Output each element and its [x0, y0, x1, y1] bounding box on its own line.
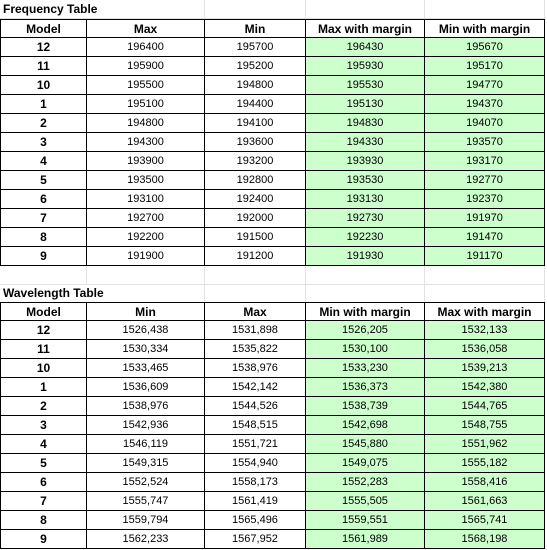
value-cell[interactable]: 194800 — [205, 76, 306, 95]
header-cell[interactable]: Model — [0, 19, 87, 38]
value-cell[interactable]: 1532,133 — [425, 321, 545, 340]
value-cell[interactable]: 1536,373 — [306, 378, 425, 397]
table-row — [0, 435, 547, 454]
value-cell[interactable]: 1559,551 — [306, 511, 425, 530]
table-row — [0, 190, 547, 209]
value-cell[interactable]: 1542,142 — [205, 378, 306, 397]
value-cell[interactable]: 194330 — [306, 133, 425, 152]
header-cell[interactable]: Model — [0, 302, 87, 321]
value-cell[interactable]: 192700 — [87, 209, 205, 228]
table-row — [0, 152, 547, 171]
table-row — [0, 530, 547, 549]
value-cell[interactable]: 1562,233 — [87, 530, 205, 549]
value-cell[interactable]: 195170 — [425, 57, 545, 76]
value-cell[interactable]: 194300 — [87, 133, 205, 152]
value-cell[interactable]: 195530 — [306, 76, 425, 95]
header-cell[interactable]: Max — [87, 19, 205, 38]
value-cell[interactable]: 1542,380 — [425, 378, 545, 397]
header-cell[interactable]: Min — [205, 19, 306, 38]
model-cell[interactable]: 3 — [0, 416, 87, 435]
value-cell[interactable]: 192730 — [306, 209, 425, 228]
value-cell[interactable]: 194770 — [425, 76, 545, 95]
header-cell[interactable]: Min with margin — [306, 302, 425, 321]
value-cell[interactable]: 1530,100 — [306, 340, 425, 359]
value-cell[interactable]: 193570 — [425, 133, 545, 152]
value-cell[interactable]: 1565,741 — [425, 511, 545, 530]
value-cell[interactable]: 195670 — [425, 38, 545, 57]
empty-cell[interactable] — [306, 266, 425, 285]
value-cell[interactable]: 1533,465 — [87, 359, 205, 378]
model-cell[interactable]: 8 — [0, 511, 87, 530]
table-row — [0, 247, 547, 266]
value-cell[interactable]: 1567,952 — [205, 530, 306, 549]
value-cell[interactable]: 191930 — [306, 247, 425, 266]
model-cell[interactable]: 7 — [0, 492, 87, 511]
value-cell[interactable]: 1542,698 — [306, 416, 425, 435]
value-cell[interactable]: 1565,496 — [205, 511, 306, 530]
table-row — [0, 321, 547, 340]
value-cell[interactable]: 194800 — [87, 114, 205, 133]
header-cell[interactable]: Max with margin — [306, 19, 425, 38]
value-cell[interactable]: 1555,182 — [425, 454, 545, 473]
value-cell[interactable]: 1538,976 — [87, 397, 205, 416]
model-cell[interactable]: 2 — [0, 114, 87, 133]
empty-cell[interactable] — [425, 266, 545, 285]
model-cell[interactable]: 6 — [0, 190, 87, 209]
empty-cell[interactable] — [205, 0, 306, 19]
value-cell[interactable]: 1530,334 — [87, 340, 205, 359]
value-cell[interactable]: 194400 — [205, 95, 306, 114]
empty-cell[interactable] — [205, 266, 306, 285]
table-row — [0, 95, 547, 114]
table-row — [0, 76, 547, 95]
value-cell[interactable]: 1536,609 — [87, 378, 205, 397]
value-cell[interactable]: 1551,721 — [205, 435, 306, 454]
value-cell[interactable]: 191500 — [205, 228, 306, 247]
value-cell[interactable]: 1552,524 — [87, 473, 205, 492]
model-cell[interactable]: 6 — [0, 473, 87, 492]
value-cell[interactable]: 1545,880 — [306, 435, 425, 454]
value-cell[interactable]: 1538,976 — [205, 359, 306, 378]
value-cell[interactable]: 1549,315 — [87, 454, 205, 473]
value-cell[interactable]: 1544,526 — [205, 397, 306, 416]
value-cell[interactable]: 1551,962 — [425, 435, 545, 454]
value-cell[interactable]: 1554,940 — [205, 454, 306, 473]
header-cell[interactable]: Max with margin — [425, 302, 545, 321]
value-cell[interactable]: 196400 — [87, 38, 205, 57]
value-cell[interactable]: 1538,739 — [306, 397, 425, 416]
value-cell[interactable]: 194370 — [425, 95, 545, 114]
value-cell[interactable]: 1526,205 — [306, 321, 425, 340]
model-cell[interactable]: 11 — [0, 340, 87, 359]
model-cell[interactable]: 4 — [0, 435, 87, 454]
model-cell[interactable]: 10 — [0, 359, 87, 378]
model-cell[interactable]: 5 — [0, 171, 87, 190]
table-row — [0, 133, 547, 152]
value-cell[interactable]: 193500 — [87, 171, 205, 190]
wavelength-header-row — [0, 302, 547, 321]
value-cell[interactable]: 195930 — [306, 57, 425, 76]
model-cell[interactable]: 2 — [0, 397, 87, 416]
value-cell[interactable]: 193100 — [87, 190, 205, 209]
value-cell[interactable]: 195130 — [306, 95, 425, 114]
empty-cell[interactable] — [425, 0, 545, 19]
value-cell[interactable]: 195100 — [87, 95, 205, 114]
value-cell[interactable]: 195900 — [87, 57, 205, 76]
value-cell[interactable]: 191900 — [87, 247, 205, 266]
table-row — [0, 492, 547, 511]
table-row — [0, 209, 547, 228]
table-row — [0, 114, 547, 133]
value-cell[interactable]: 194070 — [425, 114, 545, 133]
value-cell[interactable]: 1544,765 — [425, 397, 545, 416]
value-cell[interactable]: 1548,755 — [425, 416, 545, 435]
frequency-table-title[interactable]: Frequency Table — [0, 0, 205, 19]
value-cell[interactable]: 1561,419 — [205, 492, 306, 511]
empty-cell[interactable] — [205, 284, 306, 303]
value-cell[interactable]: 1526,438 — [87, 321, 205, 340]
table-row — [0, 57, 547, 76]
value-cell[interactable]: 195500 — [87, 76, 205, 95]
value-cell[interactable]: 193900 — [87, 152, 205, 171]
value-cell[interactable]: 1559,794 — [87, 511, 205, 530]
value-cell[interactable]: 1558,173 — [205, 473, 306, 492]
value-cell[interactable]: 1561,989 — [306, 530, 425, 549]
value-cell[interactable]: 1561,663 — [425, 492, 545, 511]
model-cell[interactable]: 1 — [0, 95, 87, 114]
value-cell[interactable]: 193130 — [306, 190, 425, 209]
table-row — [0, 416, 547, 435]
table-row — [0, 359, 547, 378]
value-cell[interactable]: 1546,119 — [87, 435, 205, 454]
header-cell[interactable]: Max — [205, 302, 306, 321]
value-cell[interactable]: 192200 — [87, 228, 205, 247]
table-row — [0, 454, 547, 473]
value-cell[interactable]: 1555,747 — [87, 492, 205, 511]
model-cell[interactable]: 11 — [0, 57, 87, 76]
model-cell[interactable]: 9 — [0, 247, 87, 266]
model-cell[interactable]: 7 — [0, 209, 87, 228]
model-cell[interactable]: 5 — [0, 454, 87, 473]
value-cell[interactable]: 194830 — [306, 114, 425, 133]
frequency-title-row — [0, 0, 547, 19]
value-cell[interactable]: 1531,898 — [205, 321, 306, 340]
value-cell[interactable]: 195200 — [205, 57, 306, 76]
value-cell[interactable]: 193600 — [205, 133, 306, 152]
empty-cell[interactable] — [425, 284, 545, 303]
value-cell[interactable]: 193200 — [205, 152, 306, 171]
model-cell[interactable]: 1 — [0, 378, 87, 397]
value-cell[interactable]: 1549,075 — [306, 454, 425, 473]
value-cell[interactable]: 192400 — [205, 190, 306, 209]
value-cell[interactable]: 195700 — [205, 38, 306, 57]
wavelength-table-title[interactable]: Wavelength Table — [0, 284, 205, 303]
value-cell[interactable]: 1568,198 — [425, 530, 545, 549]
value-cell[interactable]: 1548,515 — [205, 416, 306, 435]
empty-cell[interactable] — [87, 266, 205, 285]
value-cell[interactable]: 1536,058 — [425, 340, 545, 359]
value-cell[interactable]: 191200 — [205, 247, 306, 266]
table-row — [0, 378, 547, 397]
value-cell[interactable]: 192230 — [306, 228, 425, 247]
model-cell[interactable]: 4 — [0, 152, 87, 171]
value-cell[interactable]: 193530 — [306, 171, 425, 190]
value-cell[interactable]: 1533,230 — [306, 359, 425, 378]
model-cell[interactable]: 8 — [0, 228, 87, 247]
table-row — [0, 397, 547, 416]
blank-row — [0, 266, 547, 285]
value-cell[interactable]: 194100 — [205, 114, 306, 133]
empty-cell[interactable] — [306, 284, 425, 303]
frequency-header-row — [0, 19, 547, 38]
value-cell[interactable]: 191470 — [425, 228, 545, 247]
value-cell[interactable]: 191170 — [425, 247, 545, 266]
header-cell[interactable]: Min — [87, 302, 205, 321]
value-cell[interactable]: 193930 — [306, 152, 425, 171]
table-row — [0, 511, 547, 530]
value-cell[interactable]: 193170 — [425, 152, 545, 171]
wavelength-title-row — [0, 284, 547, 303]
header-cell[interactable]: Min with margin — [425, 19, 545, 38]
value-cell[interactable]: 1552,283 — [306, 473, 425, 492]
model-cell[interactable]: 3 — [0, 133, 87, 152]
value-cell[interactable]: 1558,416 — [425, 473, 545, 492]
value-cell[interactable]: 1555,505 — [306, 492, 425, 511]
value-cell[interactable]: 196430 — [306, 38, 425, 57]
table-row — [0, 171, 547, 190]
value-cell[interactable]: 192370 — [425, 190, 545, 209]
table-row — [0, 473, 547, 492]
value-cell[interactable]: 191970 — [425, 209, 545, 228]
value-cell[interactable]: 192800 — [205, 171, 306, 190]
model-cell[interactable]: 12 — [0, 38, 87, 57]
model-cell[interactable]: 10 — [0, 76, 87, 95]
value-cell[interactable]: 1542,936 — [87, 416, 205, 435]
value-cell[interactable]: 192000 — [205, 209, 306, 228]
value-cell[interactable]: 1535,822 — [205, 340, 306, 359]
value-cell[interactable]: 1539,213 — [425, 359, 545, 378]
model-cell[interactable]: 12 — [0, 321, 87, 340]
value-cell[interactable]: 192770 — [425, 171, 545, 190]
empty-cell[interactable] — [306, 0, 425, 19]
table-row — [0, 340, 547, 359]
table-row — [0, 38, 547, 57]
empty-cell[interactable] — [0, 266, 87, 285]
model-cell[interactable]: 9 — [0, 530, 87, 549]
table-row — [0, 228, 547, 247]
